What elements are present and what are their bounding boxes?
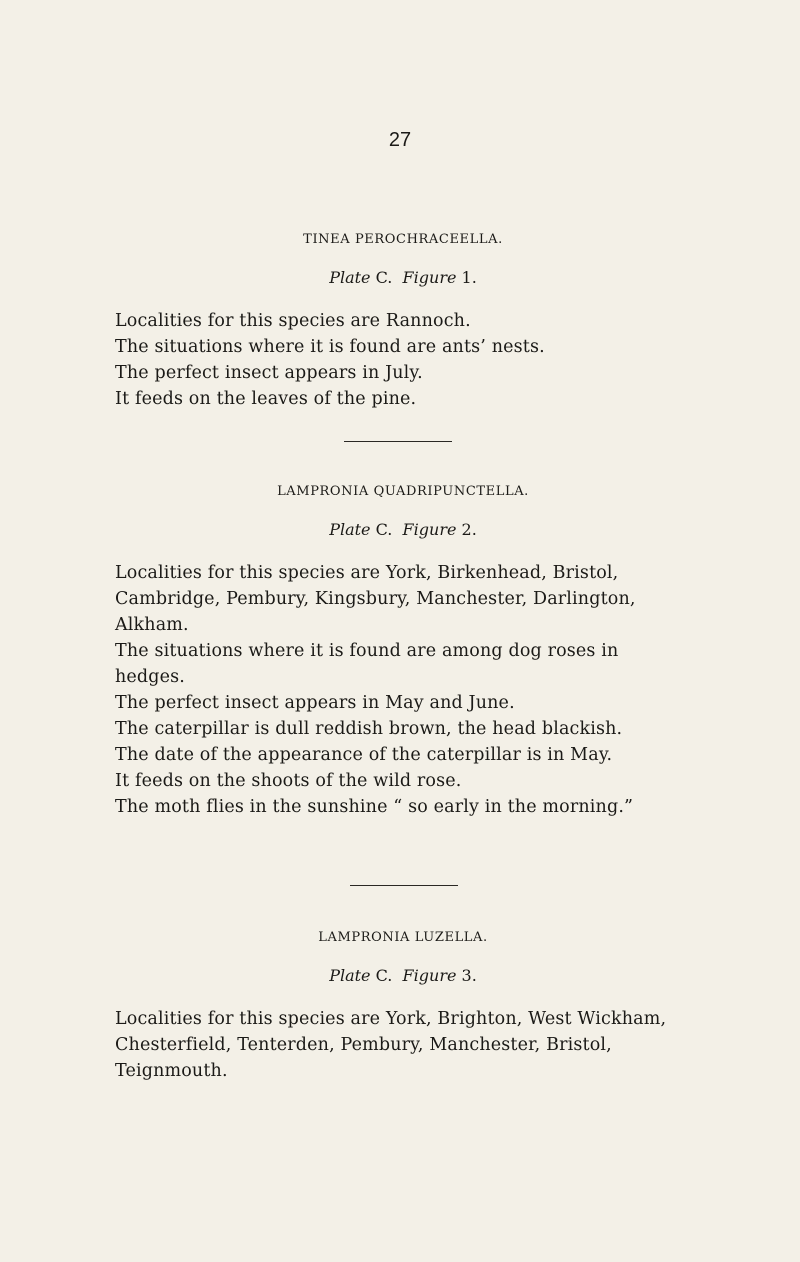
species-heading: LAMPRONIA QUADRIPUNCTELLA. (277, 484, 529, 499)
section-divider (350, 885, 458, 886)
description-paragraph: Localities for this species are York, Brighton, West Wickham, Chesterfield, Tenterden, Pembury, Manchester, Bristol, Teignmouth. (115, 1009, 667, 1081)
description-line: Localities for this species are Rannoch. (115, 311, 471, 331)
section-divider (344, 441, 452, 442)
figure-number: 1. (461, 268, 477, 287)
plate-label: Plate (329, 966, 371, 985)
description-paragraph: The moth flies in the sunshine “ so early in the morning.” (115, 797, 634, 817)
description-paragraph: The date of the appearance of the caterpillar is in May. (115, 745, 613, 765)
figure-number: 2. (461, 520, 477, 539)
plate-letter: C. (375, 520, 393, 539)
description-paragraph: The situations where it is found are among dog roses in hedges. (115, 641, 619, 687)
plate-letter: C. (375, 268, 393, 287)
description-paragraph: The perfect insect appears in May and June. (115, 693, 515, 713)
figure-label: Figure (402, 966, 457, 985)
plate-label: Plate (329, 268, 371, 287)
species-entry-lampronia-luzella (115, 929, 691, 1084)
species-entry-tinea-perochraceella (115, 231, 691, 412)
figure-label: Figure (402, 520, 457, 539)
description-line: The perfect insect appears in July. (115, 363, 423, 383)
description-line: It feeds on the leaves of the pine. (115, 389, 417, 409)
description-paragraph: It feeds on the shoots of the wild rose. (115, 771, 462, 791)
description-paragraph: The caterpillar is dull reddish brown, the head blackish. (115, 719, 623, 739)
plate-label: Plate (329, 520, 371, 539)
description-line: The situations where it is found are ants’ nests. (115, 337, 545, 357)
plate-figure-reference (115, 268, 691, 288)
species-description (115, 308, 691, 412)
plate-figure-reference (115, 966, 691, 986)
species-description (115, 560, 691, 820)
plate-figure-reference (115, 520, 691, 540)
plate-letter: C. (375, 966, 393, 985)
figure-number: 3. (461, 966, 477, 985)
species-heading: TINEA PEROCHRACEELLA. (303, 232, 503, 247)
page-number: 27 (388, 129, 412, 151)
description-paragraph: Localities for this species are York, Birkenhead, Bristol, Cambridge, Pembury, Kingsbury, Manchester, Darlington, Alkham. (115, 563, 636, 635)
figure-label: Figure (402, 268, 457, 287)
species-entry-lampronia-quadripunctella (115, 483, 691, 820)
species-description (115, 1006, 691, 1084)
species-heading: LAMPRONIA LUZELLA. (318, 930, 488, 945)
